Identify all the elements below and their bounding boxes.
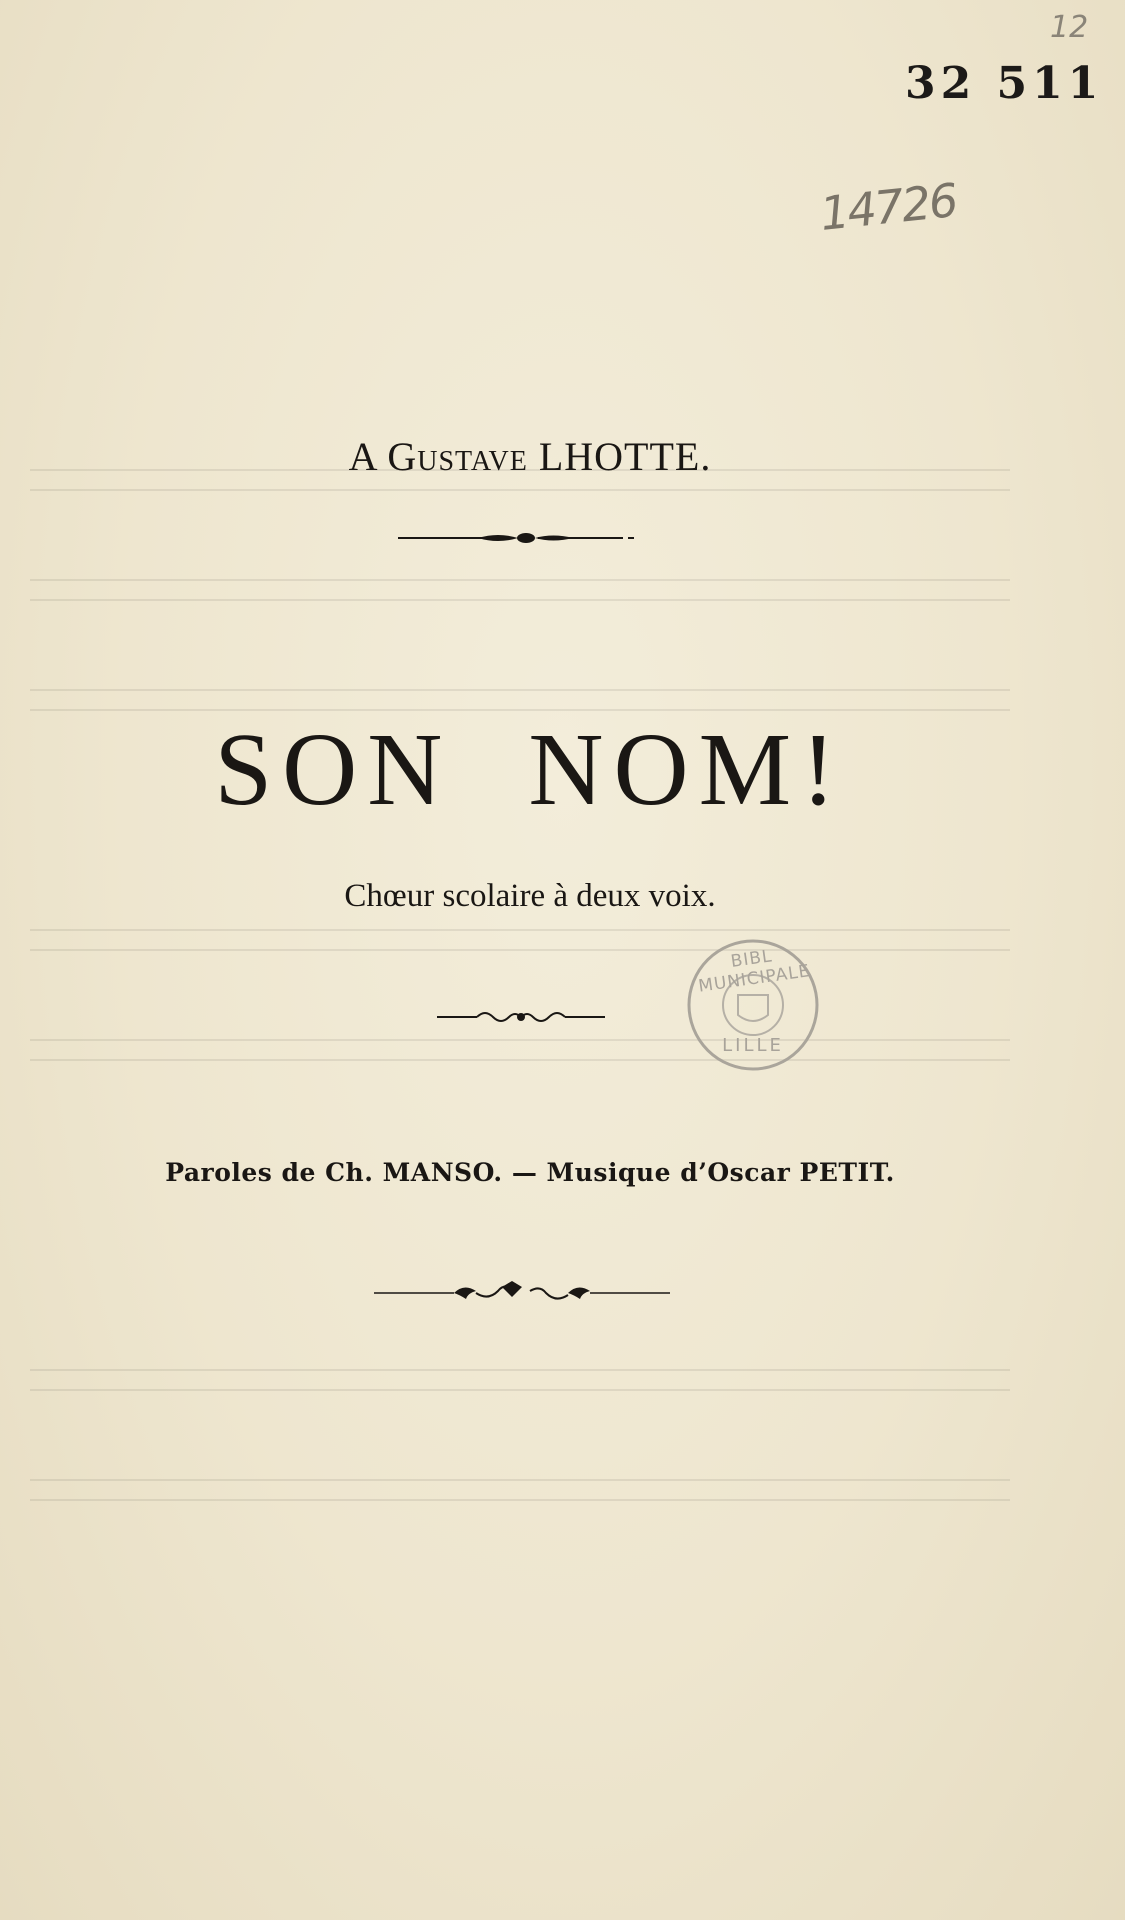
leaf-scroll-ornament-icon — [374, 1279, 670, 1307]
library-stamp — [683, 935, 823, 1075]
page-title: SON NOM! — [214, 712, 846, 827]
dedication: A Gustave LHOTTE. — [348, 434, 712, 479]
credits-line: Paroles de Ch. MANSO. — Musique d’Oscar PETIT. — [165, 1158, 895, 1187]
rule-ornament-icon — [398, 528, 638, 548]
page-number-annotation: 12 — [1050, 10, 1089, 45]
stamp-top-text: BIBL MUNICIPALE — [697, 946, 812, 997]
scroll-ornament-icon — [437, 1006, 605, 1028]
stamp-text — [683, 935, 823, 1075]
stamp-bottom-text: LILLE — [722, 1035, 784, 1056]
subtitle: Chœur scolaire à deux voix. — [344, 878, 716, 914]
inventory-number-annotation: 14726 — [817, 173, 959, 241]
catalog-number: 32 511 — [905, 58, 1104, 109]
